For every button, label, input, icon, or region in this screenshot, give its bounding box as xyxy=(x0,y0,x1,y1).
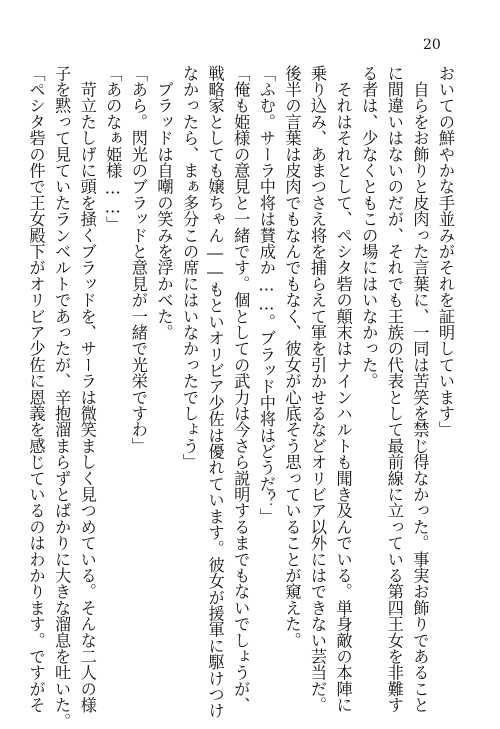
vertical-text-body xyxy=(26,65,458,729)
text-line-3: に間違いはないのだが、それでも王族の代表として最前線に立っている第四王女を非難す xyxy=(384,65,404,713)
text-line-2: 自らをお飾りと皮肉った言葉に、一同は苦笑を禁じ得なかった。事実お飾りであること xyxy=(410,65,430,713)
page-number: 20 xyxy=(423,37,441,53)
text-line-12: ブラッドは自嘲の笑みを浮かべた。 xyxy=(154,65,174,341)
text-line-14: 「あのなぁ姫様……」 xyxy=(103,65,123,233)
text-line-7: 後半の言葉は皮肉でもなんでもなく、彼女が心底そう思っていることが窺えた。 xyxy=(282,65,302,649)
text-line-6: 乗り込み、あまつさえ将を捕らえて軍を引かせるなどオリビア以外にはできない芸当だ。 xyxy=(308,65,328,713)
text-line-1: おいての鮮やかな手並みがそれを証明しています」 xyxy=(436,65,455,438)
text-line-15: 苛立たしげに頭を掻くブラッドを、サーラは微笑ましく見つめている。そんな二人の様 xyxy=(77,65,97,713)
text-line-8: 「ふむ。サーラ中将は賛成か……。ブラッド中将はどうだ？」 xyxy=(256,65,276,525)
text-line-4: る者は、少なくともこの場にはいなかった。 xyxy=(359,65,379,389)
text-line-16: 子を黙って見ていたランベルトであったが、辛抱溜まらずとばかりに大きな溜息を吐いた。 xyxy=(52,65,72,729)
text-line-17: 「ペシタ砦の件で王女殿下がオリビア少佐に恩義を感じているのはわかります。ですがそ xyxy=(26,65,46,713)
text-line-9: 「俺も姫様の意見と一緒です。個としての武力は今さら説明するまでもないでしょうが、 xyxy=(231,65,251,713)
text-line-10: 戦略家としても嬢ちゃん――もといオリビア少佐は優れています。彼女が援軍に駆けつけ xyxy=(205,65,225,719)
text-line-5: それはそれとして、ペシタ砦の顛末はナインハルトも聞き及んでいる。単身敵の本陣に xyxy=(333,65,353,713)
text-line-13: 「あら。閃光のブラッドと意見が一緒で光栄ですわ」 xyxy=(128,65,148,454)
text-line-11: なかったら、まぁ多分この席にはいなかったでしょう」 xyxy=(180,65,200,470)
